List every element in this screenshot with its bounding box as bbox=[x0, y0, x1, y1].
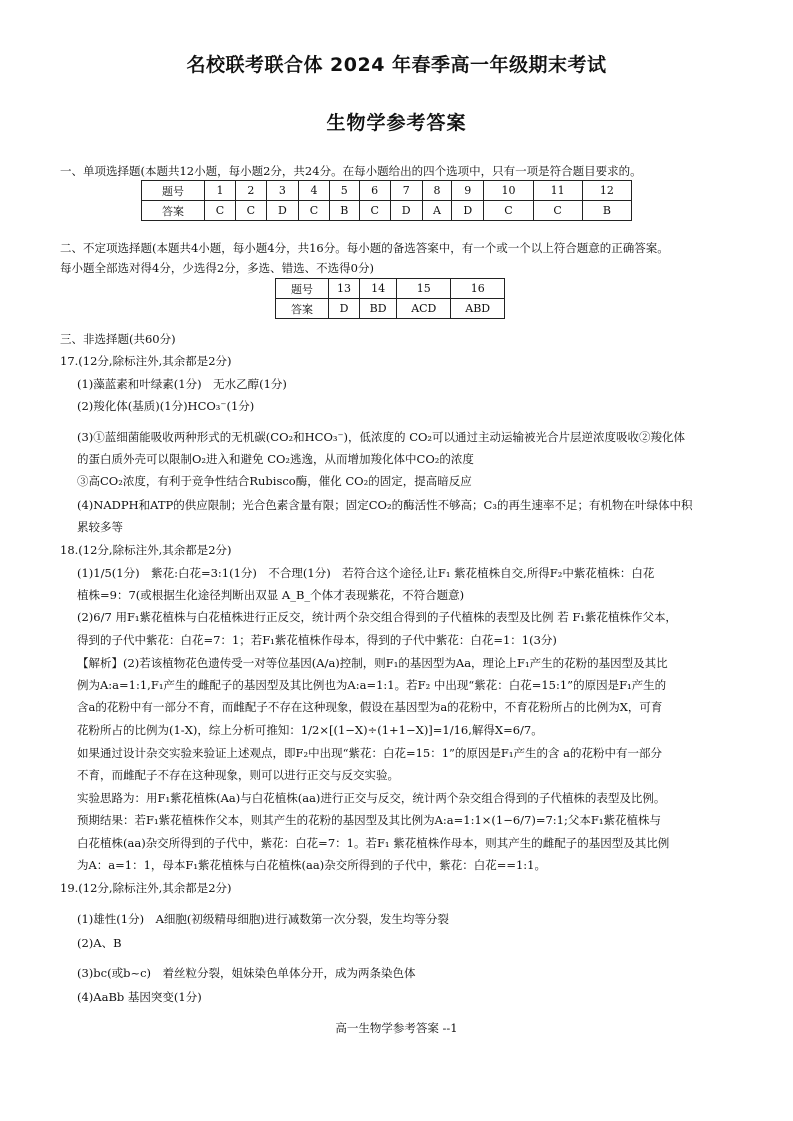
answer-line: 植株=9：7(或根据生化途径判断出双显 A_B_个体才表现紫花，不符合题意) bbox=[77, 588, 465, 602]
table-cell: C bbox=[205, 201, 236, 221]
analysis-line: 如果通过设计杂交实验来验证上述观点，即F₂中出现“紫花：白花=15：1”的原因是F₁产生的含 a的花粉中有一部分 bbox=[77, 746, 663, 760]
section2-intro-line1: 二、不定项选择题(本题共4小题，每小题4分，共16分。每小题的备选答案中，有一个或一个以上符合题意的正确答案。 bbox=[60, 241, 669, 255]
answer-line: (1)1/5(1分) 紫花:白花=3:1(1分) 不合理(1分) 若符合这个途径,让F₁ 紫花植株自交,所得F₂中紫花植株：白花 bbox=[77, 566, 655, 580]
analysis-line: 为A：a=1：1，母本F₁紫花植株与白花植株(aa)杂交所得到的子代中，紫花：白花==1:1。 bbox=[77, 858, 546, 872]
answer-line: (3)bc(或b~c) 着丝粒分裂，姐妹染色单体分开，成为两条染色体 bbox=[77, 966, 416, 980]
answer-line: (1)藻蓝素和叶绿素(1分) 无水乙醇(1分) bbox=[77, 377, 287, 391]
table-cell: ACD bbox=[397, 299, 451, 319]
analysis-line: 例为A:a=1:1,F₁产生的雌配子的基因型及其比例也为A:a=1:1。若F₂ 中出现“紫花：白花=15:1”的原因是F₁产生的 bbox=[77, 678, 667, 692]
table-cell: D bbox=[329, 299, 360, 319]
table-cell: 13 bbox=[329, 279, 360, 299]
table-cell: 5 bbox=[329, 181, 359, 201]
table-cell: 10 bbox=[484, 181, 533, 201]
analysis-line: 含a的花粉中有一部分不育，而雌配子不存在这种现象，假设在基因型为a的花粉中，不育花粉所占的比例为X，可育 bbox=[77, 700, 663, 714]
analysis-line: 白花植株(aa)杂交所得到的子代中，紫花：白花=7：1。若F₁ 紫花植株作母本，则其产生的雌配子的基因型及其比例 bbox=[77, 836, 670, 850]
answer-line: ③高CO₂浓度，有利于竞争性结合Rubisco酶，催化 CO₂的固定，提高暗反应 bbox=[77, 474, 472, 488]
table-cell: 11 bbox=[533, 181, 582, 201]
table-cell: 3 bbox=[266, 181, 298, 201]
table-cell: ABD bbox=[451, 299, 505, 319]
analysis-line: 预期结果：若F₁紫花植株作父本，则其产生的花粉的基因型及其比例为A:a=1:1×(1−6/7)=7:1;父本F₁紫花植株与 bbox=[77, 813, 661, 827]
table-row-numbers bbox=[276, 279, 505, 299]
table-row-answers bbox=[142, 201, 632, 221]
section3-intro: 三、非选择题(共60分) bbox=[60, 332, 176, 346]
table-cell: 7 bbox=[390, 181, 422, 201]
page-title: 名校联考联合体 2024 年春季高一年级期末考试 bbox=[186, 54, 607, 76]
table-cell: 2 bbox=[235, 181, 266, 201]
table-cell: 15 bbox=[397, 279, 451, 299]
row-label-answer: 答案 bbox=[276, 299, 329, 319]
answer-line: (4)NADPH和ATP的供应限制；光合色素含量有限；固定CO₂的酶活性不够高；C₃的再生速率不足；有机物在叶绿体中积 bbox=[77, 498, 693, 512]
table-cell: B bbox=[329, 201, 359, 221]
question-18-header: 18.(12分,除标注外,其余都是2分) bbox=[60, 543, 232, 557]
table-cell: C bbox=[484, 201, 533, 221]
table-cell: D bbox=[266, 201, 298, 221]
table-cell: D bbox=[452, 201, 484, 221]
section2-answer-table bbox=[275, 278, 505, 319]
table-cell: D bbox=[390, 201, 422, 221]
table-cell: B bbox=[582, 201, 631, 221]
table-cell: 16 bbox=[451, 279, 505, 299]
table-cell: 12 bbox=[582, 181, 631, 201]
answer-line: (2)6/7 用F₁紫花植株与白花植株进行正反交，统计两个杂交组合得到的子代植株的表型及比例 若 F₁紫花植株作父本， bbox=[77, 610, 677, 624]
analysis-line: 不育，而雌配子不存在这种现象，则可以进行正交与反交实验。 bbox=[77, 768, 399, 782]
answer-line: 的蛋白质外壳可以限制O₂进入和避免 CO₂逃逸，从而增加羧化体中CO₂的浓度 bbox=[77, 452, 474, 466]
row-label-number: 题号 bbox=[142, 181, 205, 201]
table-cell: 1 bbox=[205, 181, 236, 201]
analysis-line: 实验思路为：用F₁紫花植株(Aa)与白花植株(aa)进行正交与反交，统计两个杂交组合得到的子代植株的表型及比例。 bbox=[77, 791, 666, 805]
answer-line: (3)①蓝细菌能吸收两种形式的无机碳(CO₂和HCO₃⁻)，低浓度的 CO₂可以通过主动运输被光合片层逆浓度吸收②羧化体 bbox=[77, 430, 686, 444]
answer-line: (1)雄性(1分) A细胞(初级精母细胞)进行减数第一次分裂，发生均等分裂 bbox=[77, 912, 449, 926]
table-cell: C bbox=[359, 201, 390, 221]
table-cell: 9 bbox=[452, 181, 484, 201]
analysis-line: 花粉所占的比例为(1-X)，综上分析可推知：1/2×[(1−X)÷(1+1−X)]=1/16,解得X=6/7。 bbox=[77, 723, 543, 737]
table-cell: C bbox=[533, 201, 582, 221]
table-cell: C bbox=[235, 201, 266, 221]
table-cell: C bbox=[299, 201, 330, 221]
answer-line: (2)羧化体(基质)(1分)HCO₃⁻(1分) bbox=[77, 399, 255, 413]
row-label-number: 题号 bbox=[276, 279, 329, 299]
answer-line: 累较多等 bbox=[77, 520, 123, 534]
page-footer: 高一生物学参考答案 --1 bbox=[335, 1021, 458, 1035]
answer-line: (4)AaBb 基因突变(1分) bbox=[77, 990, 202, 1004]
table-cell: 6 bbox=[359, 181, 390, 201]
table-cell: BD bbox=[360, 299, 397, 319]
table-cell: 8 bbox=[422, 181, 451, 201]
table-cell: 4 bbox=[299, 181, 330, 201]
section1-intro: 一、单项选择题(本题共12小题，每小题2分，共24分。在每小题给出的四个选项中，只有一项是符合题目要求的。 bbox=[60, 164, 642, 178]
analysis-line: 【解析】(2)若该植物花色遗传受一对等位基因(A/a)控制，则F₁的基因型为Aa，理论上F₁产生的花粉的基因型及其比 bbox=[77, 656, 668, 670]
table-cell: 14 bbox=[360, 279, 397, 299]
section1-answer-table bbox=[141, 180, 632, 221]
table-row-answers bbox=[276, 299, 505, 319]
page-subtitle: 生物学参考答案 bbox=[326, 112, 467, 134]
section2-intro-line2: 每小题全部选对得4分，少选得2分，多选、错选、不选得0分) bbox=[60, 261, 374, 275]
answer-line: 得到的子代中紫花：白花=7：1；若F₁紫花植株作母本，得到的子代中紫花：白花=1：1(3分) bbox=[77, 633, 557, 647]
table-cell: A bbox=[422, 201, 451, 221]
table-row-numbers bbox=[142, 181, 632, 201]
question-17-header: 17.(12分,除标注外,其余都是2分) bbox=[60, 354, 232, 368]
row-label-answer: 答案 bbox=[142, 201, 205, 221]
answer-line: (2)A、B bbox=[77, 936, 122, 950]
question-19-header: 19.(12分,除标注外,其余都是2分) bbox=[60, 881, 232, 895]
